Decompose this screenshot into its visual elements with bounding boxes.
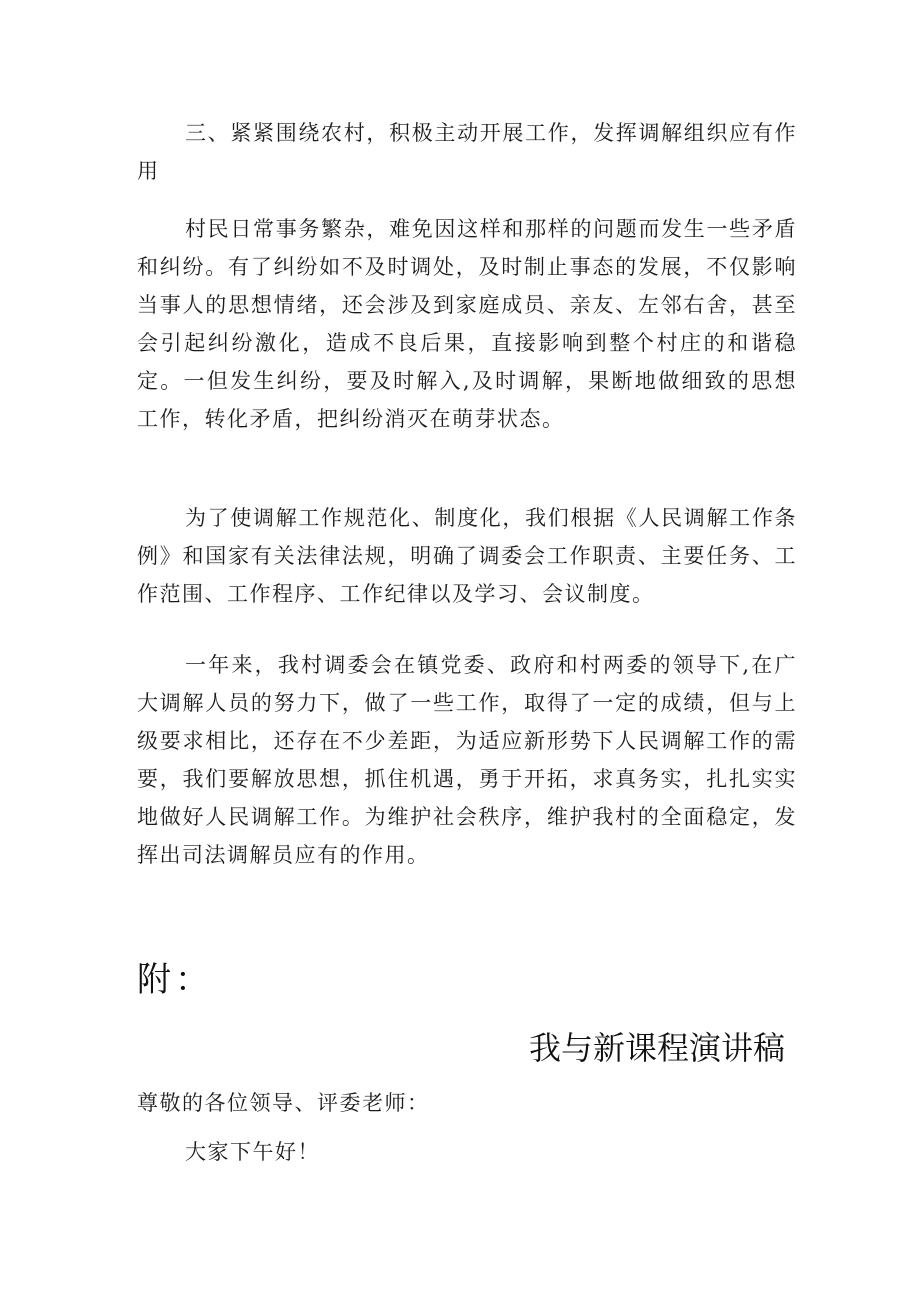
section-heading-paragraph: 三、紧紧围绕农村，积极主动开展工作，发挥调解组织应有作用 <box>137 121 797 183</box>
speech-title: 我与新课程演讲稿 <box>528 1029 785 1067</box>
body-paragraph-disputes: 村民日常事务繁杂，难免因这样和那样的问题而发生一些矛盾和纠纷。有了纠纷如不及时调处，及时制止事态的发展，不仅影响当事人的思想情绪，还会涉及到家庭成员、亲友、左邻右舍，甚至会引起纠纷激化，造成不良后果，直接影响到整个村庄的和谐稳定。一但发生纠纷，要及时解入,及时调解，果断地做细致的思想工作，转化矛盾，把纠纷消灭在萌芽状态。 <box>137 217 797 431</box>
body-paragraph-summary: 一年来，我村调委会在镇党委、政府和村两委的领导下,在广大调解人员的努力下，做了一些工作，取得了一定的成绩，但与上级要求相比，还存在不少差距，为适应新形势下人民调解工作的需要，我们要解放思想，抓住机遇，勇于开拓，求真务实，扎扎实实地做好人民调解工作。为维护社会秩序，维护我村的全面稳定，发挥出司法调解员应有的作用。 <box>137 653 797 867</box>
body-paragraph-regulations: 为了使调解工作规范化、制度化，我们根据《人民调解工作条例》和国家有关法律法规，明确了调委会工作职责、主要任务、工作范围、工作程序、工作纪律以及学习、会议制度。 <box>137 506 797 606</box>
speech-salutation: 尊敬的各位领导、评委老师： <box>137 1091 430 1115</box>
appendix-label: 附： <box>137 960 213 1000</box>
speech-greeting: 大家下午好！ <box>185 1140 320 1164</box>
